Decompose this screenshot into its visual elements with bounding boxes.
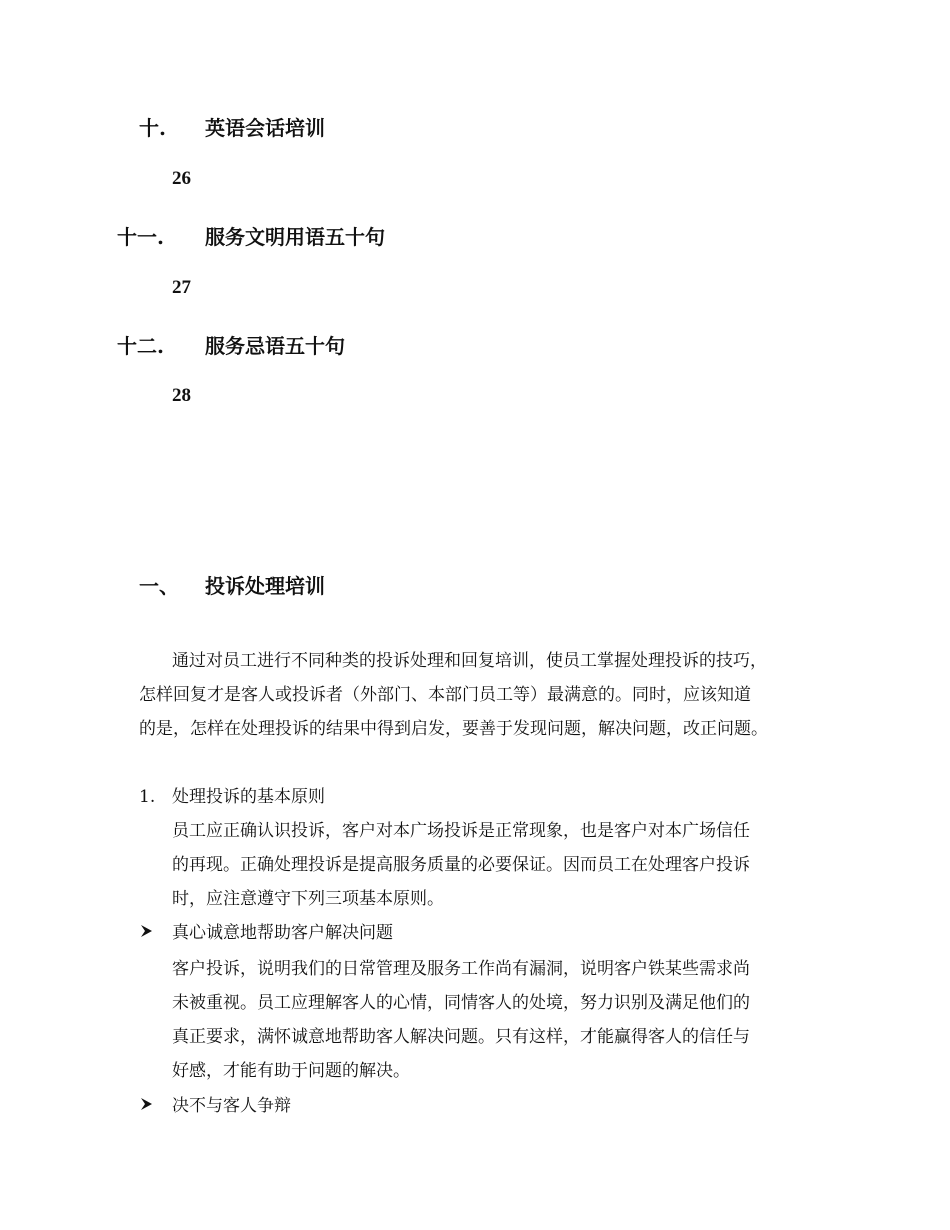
paragraph-line: 的是，怎样在处理投诉的结果中得到启发，要善于发现问题，解决问题，改正问题。	[139, 719, 768, 739]
paragraph-line: 未被重视。员工应理解客人的心情，同情客人的处境，努力识别及满足他们的	[172, 993, 750, 1013]
toc-title: 英语会话培训	[205, 116, 325, 140]
paragraph-line: 时，应注意遵守下列三项基本原则。	[172, 889, 444, 909]
toc-page-number: 27	[172, 277, 191, 298]
paragraph-line: 客户投诉，说明我们的日常管理及服务工作尚有漏洞，说明客户铁某些需求尚	[172, 959, 750, 979]
paragraph-line: 真正要求，满怀诚意地帮助客人解决问题。只有这样，才能赢得客人的信任与	[172, 1027, 750, 1047]
bullet-heading: 决不与客人争辩	[172, 1096, 291, 1116]
toc-number: 十.	[139, 116, 166, 140]
toc-number: 十二.	[117, 334, 164, 358]
paragraph-line: 通过对员工进行不同种类的投诉处理和回复培训，使员工掌握处理投诉的技巧，	[172, 651, 767, 671]
paragraph-line: 怎样回复才是客人或投诉者（外部门、本部门员工等）最满意的。同时，应该知道	[139, 685, 751, 705]
bullet-heading: 真心诚意地帮助客户解决问题	[172, 923, 393, 943]
section-number: 一、	[139, 574, 179, 598]
toc-title: 服务忌语五十句	[205, 334, 345, 358]
item-number: 1.	[139, 787, 156, 807]
item-heading: 处理投诉的基本原则	[172, 787, 325, 807]
toc-page-number: 28	[172, 385, 191, 406]
paragraph-line: 员工应正确认识投诉，客户对本广场投诉是正常现象，也是客户对本广场信任	[172, 821, 750, 841]
arrow-bullet-icon	[140, 924, 153, 942]
toc-number: 十一.	[117, 225, 164, 249]
toc-page-number: 26	[172, 168, 191, 189]
paragraph-line: 的再现。正确处理投诉是提高服务质量的必要保证。因而员工在处理客户投诉	[172, 855, 750, 875]
paragraph-line: 好感，才能有助于问题的解决。	[172, 1061, 410, 1081]
section-title: 投诉处理培训	[205, 574, 325, 598]
toc-title: 服务文明用语五十句	[205, 225, 385, 249]
arrow-bullet-icon	[140, 1097, 153, 1115]
